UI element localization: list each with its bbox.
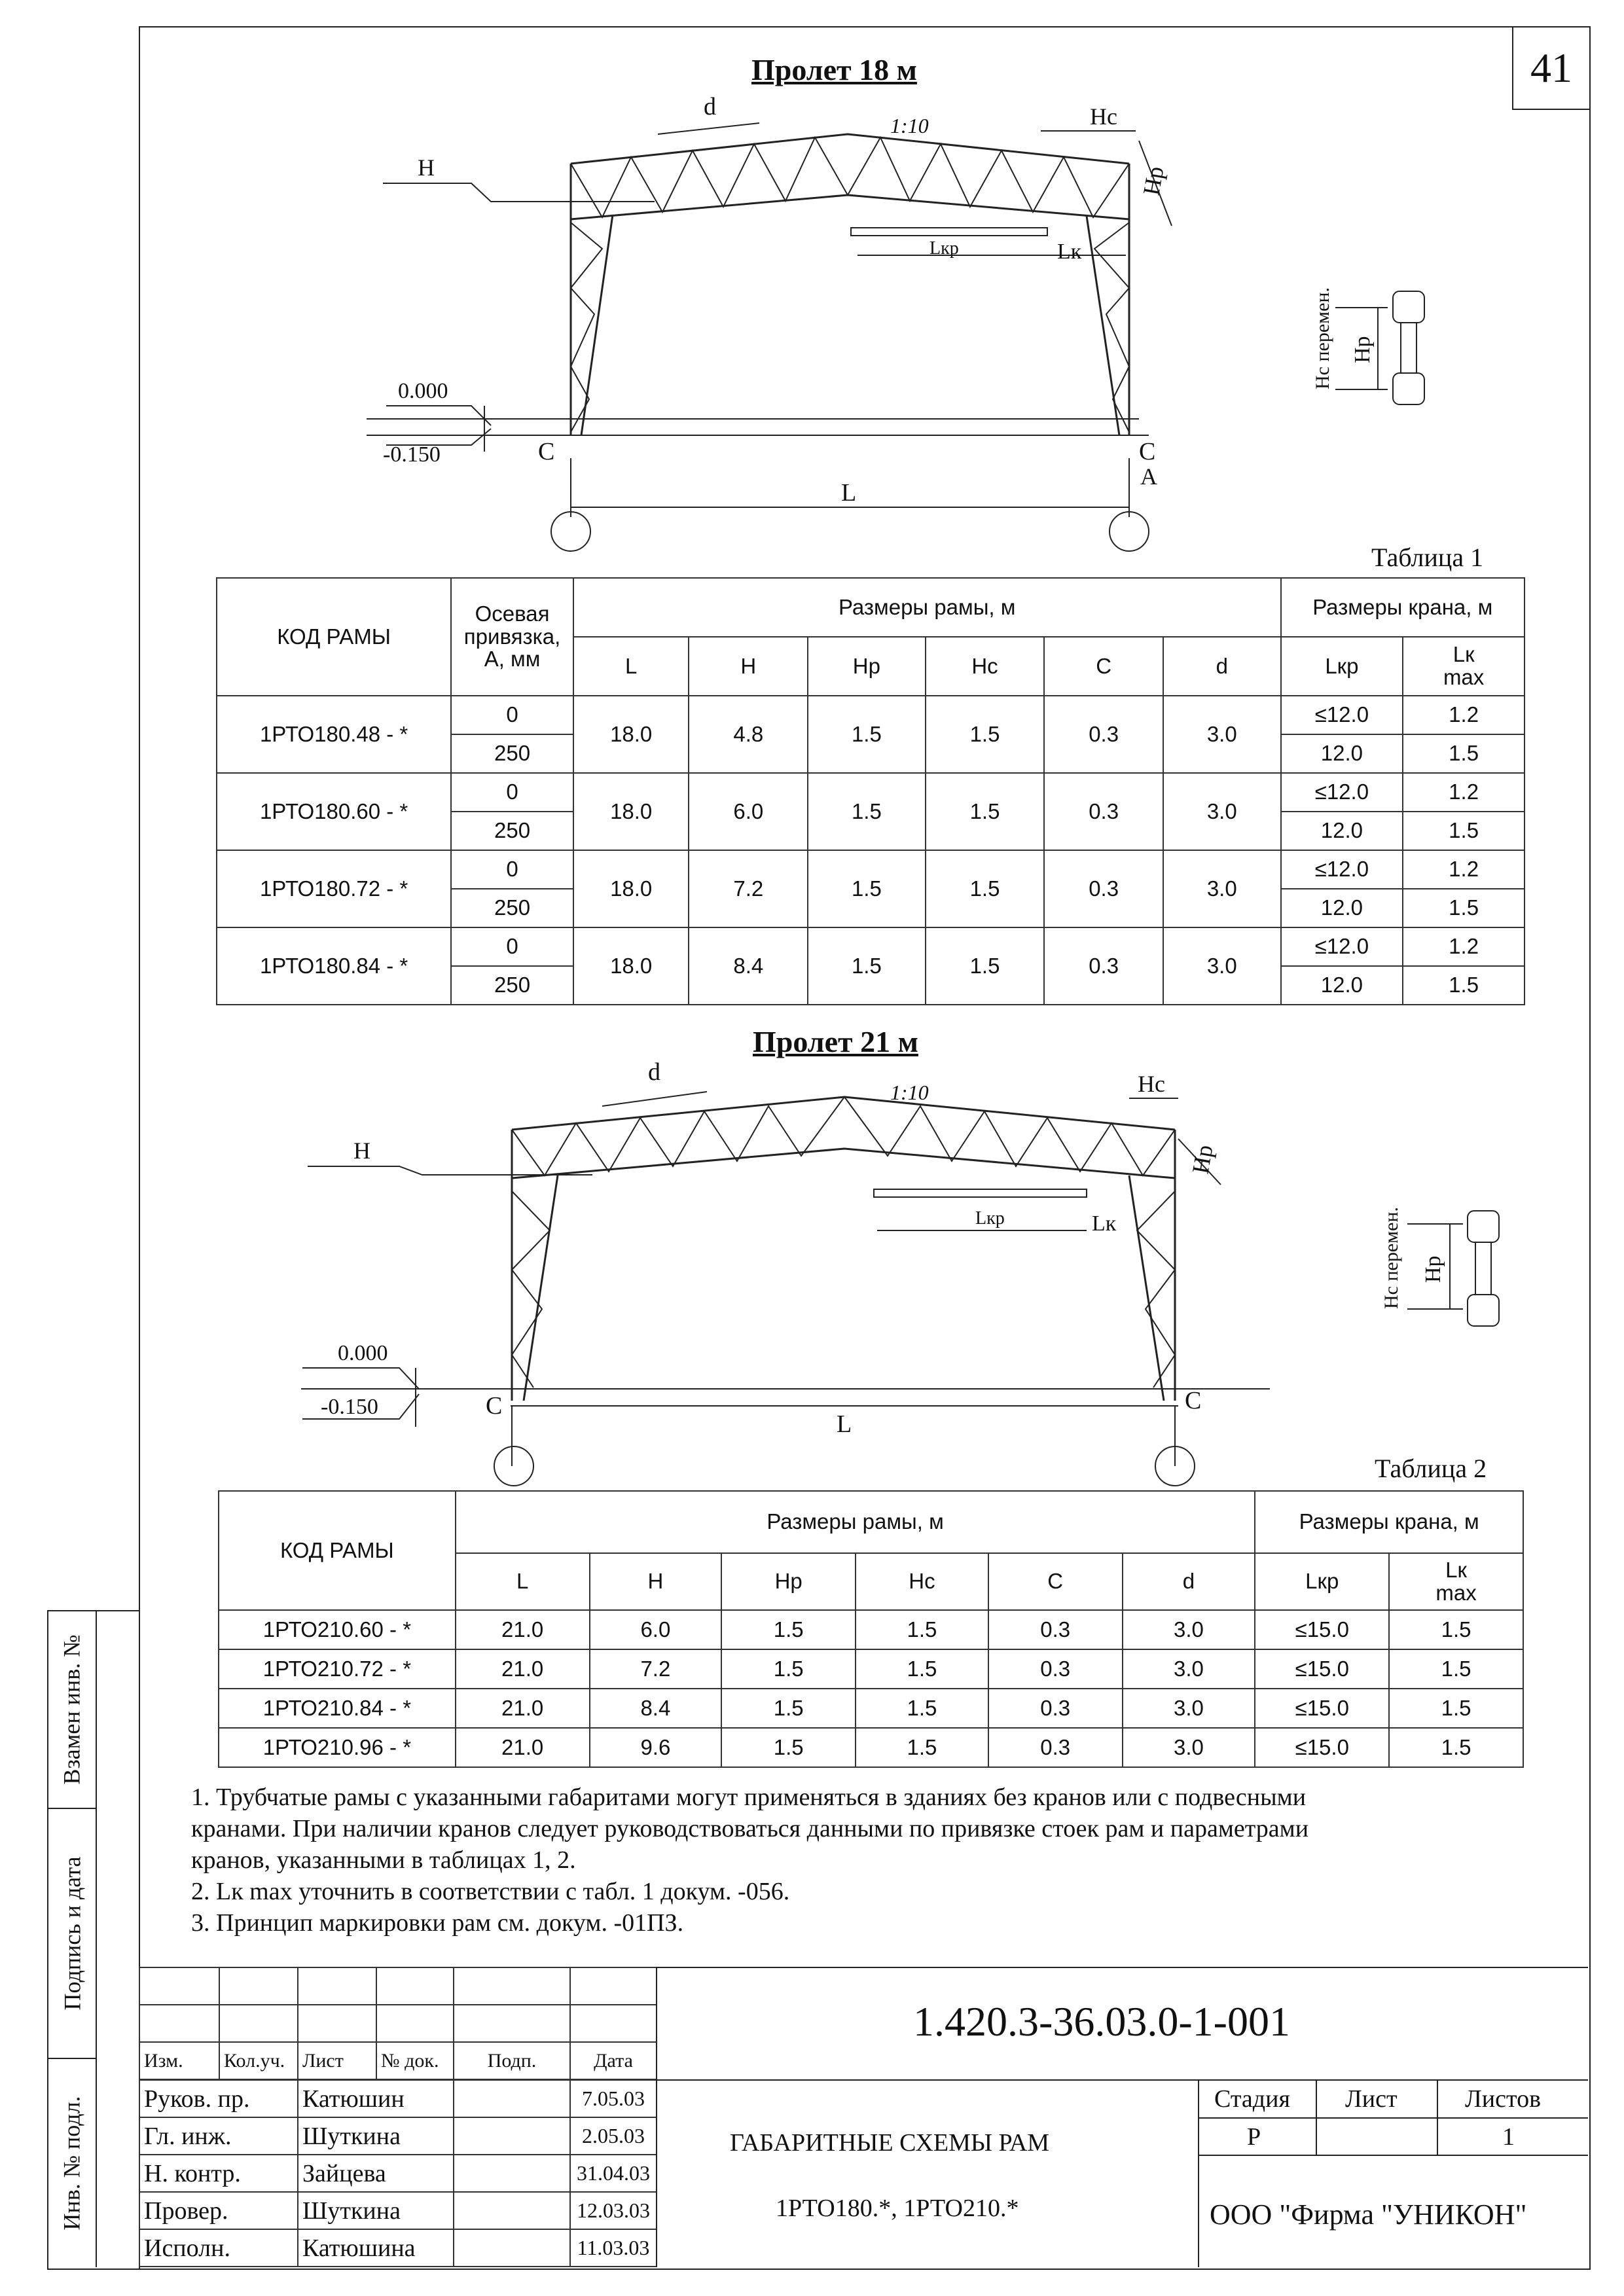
signer-role: Гл. инж. <box>139 2117 298 2155</box>
frame-code: 1РТО180.84 - * <box>217 927 451 1005</box>
table-row <box>217 850 1525 889</box>
note-line: 3. Принцип маркировки рам см. докум. -01ПЗ. <box>191 1909 684 1937</box>
cell-lkp: ≤12.0 <box>1281 850 1403 889</box>
signer-row <box>139 2229 657 2267</box>
span21-frame-diagram <box>0 1047 1624 1492</box>
cell-d: 3.0 <box>1123 1728 1255 1767</box>
signer-row <box>139 2192 657 2229</box>
frame-code: 1РТО210.96 - * <box>219 1728 456 1767</box>
cell-c: 0.3 <box>1044 850 1163 927</box>
cell-h: 8.4 <box>590 1689 722 1728</box>
note-line: кранов, указанными в таблицах 1, 2. <box>191 1846 576 1874</box>
frame-code: 1РТО180.48 - * <box>217 696 451 773</box>
span18-l-label: L <box>841 479 857 507</box>
cell-hc: 1.5 <box>856 1610 988 1649</box>
table1-caption: Таблица 1 <box>1371 543 1484 572</box>
span18-slope-label: 1:10 <box>890 114 929 137</box>
cell-lkp: ≤15.0 <box>1255 1728 1389 1767</box>
signer-name: Шуткина <box>298 2192 454 2229</box>
note-line: кранами. При наличии кранов следует руководствоваться данными по привязке стоек рам и параметрами <box>191 1815 1309 1842</box>
span21-side-hp-label: Нр <box>1421 1255 1445 1283</box>
frame-code: 1РТО210.60 - * <box>219 1610 456 1649</box>
span21-lkp-label: Lкр <box>975 1208 1005 1229</box>
table-row <box>217 927 1525 966</box>
cell-lk: 1.5 <box>1403 966 1525 1005</box>
span18-h-label: Н <box>418 154 435 181</box>
span21-c-right: C <box>1185 1387 1202 1414</box>
cell-c: 0.3 <box>1044 696 1163 773</box>
cell-h: 9.6 <box>590 1728 722 1767</box>
span18-title: Пролет 18 м <box>751 53 917 86</box>
table2-col-lk: Lк max <box>1389 1553 1523 1610</box>
cell-lkp: 12.0 <box>1281 966 1403 1005</box>
table-row <box>219 1649 1523 1689</box>
cell-l: 21.0 <box>456 1610 590 1649</box>
table2-col-lkp: Lкр <box>1255 1553 1389 1610</box>
cell-c: 0.3 <box>1044 773 1163 850</box>
table1-header-code: КОД РАМЫ <box>217 578 451 696</box>
cell-d: 3.0 <box>1163 927 1281 1005</box>
cell-c: 0.3 <box>988 1649 1123 1689</box>
sheets-header: Листов <box>1465 2085 1542 2113</box>
table2-header-code: КОД РАМЫ <box>219 1491 456 1610</box>
stamp-col-kol: Кол.уч. <box>219 2042 298 2079</box>
cell-lkp: ≤15.0 <box>1255 1649 1389 1689</box>
cell-lk: 1.5 <box>1403 812 1525 850</box>
span21-lk-label: Lк <box>1092 1211 1117 1236</box>
cell-lk: 1.2 <box>1403 927 1525 966</box>
cell-l: 21.0 <box>456 1728 590 1767</box>
cell-lkp: ≤15.0 <box>1255 1610 1389 1649</box>
signer-row <box>139 2117 657 2155</box>
cell-lk: 1.5 <box>1389 1610 1523 1649</box>
cell-hc: 1.5 <box>926 927 1045 1005</box>
span18-minus-level: -0.150 <box>383 442 441 467</box>
sheet-header: Лист <box>1345 2085 1398 2113</box>
stage-header: Стадия <box>1214 2085 1290 2113</box>
span21-minus-level: -0.150 <box>321 1395 378 1419</box>
doc-subtitle: 1РТО180.*, 1РТО210.* <box>776 2195 1019 2222</box>
signer-date: 11.03.03 <box>570 2229 657 2267</box>
table2-col-d: d <box>1123 1553 1255 1610</box>
table1-col-hc: Нс <box>926 637 1045 696</box>
span18-c-right: С <box>1139 438 1156 465</box>
cell-lkp: ≤12.0 <box>1281 927 1403 966</box>
span21-l-label: L <box>837 1410 852 1438</box>
table1-col-h: Н <box>689 637 808 696</box>
side-label-inv: Инв. № подл. <box>59 2096 85 2231</box>
cell-c: 0.3 <box>988 1689 1123 1728</box>
cell-d: 3.0 <box>1163 773 1281 850</box>
cell-hp: 1.5 <box>721 1728 856 1767</box>
axial-value: 250 <box>451 966 573 1005</box>
table2-col-l: L <box>456 1553 590 1610</box>
span18-side-hp-label: Нр <box>1350 336 1375 363</box>
cell-c: 0.3 <box>988 1610 1123 1649</box>
cell-l: 18.0 <box>573 850 689 927</box>
cell-c: 0.3 <box>1044 927 1163 1005</box>
table2-col-hc: Нс <box>856 1553 988 1610</box>
cell-h: 4.8 <box>689 696 808 773</box>
cell-lkp: ≤12.0 <box>1281 773 1403 812</box>
span21-d-label: d <box>648 1058 660 1086</box>
cell-h: 6.0 <box>689 773 808 850</box>
axial-value: 250 <box>451 889 573 927</box>
cell-lk: 1.5 <box>1389 1728 1523 1767</box>
cell-h: 7.2 <box>689 850 808 927</box>
span21-zero-level: 0.000 <box>338 1341 388 1365</box>
table1 <box>216 577 1525 1005</box>
cell-l: 18.0 <box>573 773 689 850</box>
stamp-col-date: Дата <box>570 2042 657 2079</box>
stamp-col-doc: № док. <box>376 2042 454 2079</box>
signer-role: Провер. <box>139 2192 298 2229</box>
doc-title: ГАБАРИТНЫЕ СХЕМЫ РАМ <box>730 2129 1050 2157</box>
frame-code: 1РТО180.60 - * <box>217 773 451 850</box>
span21-title: Пролет 21 м <box>753 1025 918 1058</box>
span21-c-left: C <box>486 1392 503 1420</box>
span21-side-hc-label: Нс перемен. <box>1380 1206 1402 1309</box>
cell-d: 3.0 <box>1123 1610 1255 1649</box>
table-row <box>217 696 1525 734</box>
cell-c: 0.3 <box>988 1728 1123 1767</box>
span18-frame-diagram <box>0 0 1624 576</box>
cell-lkp: 12.0 <box>1281 812 1403 850</box>
table1-col-hp: Нр <box>808 637 926 696</box>
stamp-col-list: Лист <box>298 2042 376 2079</box>
axial-value: 0 <box>451 850 573 889</box>
table1-col-d: d <box>1163 637 1281 696</box>
sheets-value: 1 <box>1502 2123 1515 2151</box>
table1-header-frame: Размеры рамы, м <box>573 578 1281 637</box>
cell-hc: 1.5 <box>856 1728 988 1767</box>
cell-hp: 1.5 <box>721 1649 856 1689</box>
frame-code: 1РТО180.72 - * <box>217 850 451 927</box>
cell-hp: 1.5 <box>721 1689 856 1728</box>
company-name: ООО "Фирма "УНИКОН" <box>1210 2198 1527 2231</box>
table-row <box>219 1689 1523 1728</box>
cell-lk: 1.2 <box>1403 696 1525 734</box>
table-row <box>219 1610 1523 1649</box>
cell-d: 3.0 <box>1123 1649 1255 1689</box>
cell-lk: 1.5 <box>1403 734 1525 773</box>
note-line: 2. Lк max уточнить в соответствии с табл. 1 докум. -056. <box>191 1878 790 1905</box>
signer-name: Катюшина <box>298 2229 454 2267</box>
signer-role: Н. контр. <box>139 2155 298 2192</box>
notes <box>191 1782 1526 1939</box>
stamp-col-podp: Подп. <box>454 2042 570 2079</box>
cell-lk: 1.5 <box>1389 1649 1523 1689</box>
cell-lkp: ≤15.0 <box>1255 1689 1389 1728</box>
table1-header-crane: Размеры крана, м <box>1281 578 1525 637</box>
cell-h: 7.2 <box>590 1649 722 1689</box>
revision-stamp <box>139 1967 657 2080</box>
cell-l: 18.0 <box>573 927 689 1005</box>
frame-code: 1РТО210.72 - * <box>219 1649 456 1689</box>
cell-l: 21.0 <box>456 1689 590 1728</box>
stamp-col-izm: Изм. <box>139 2042 219 2079</box>
span21-hc-label: Нс <box>1138 1071 1165 1097</box>
signer-name: Зайцева <box>298 2155 454 2192</box>
table2-col-c: С <box>988 1553 1123 1610</box>
span21-h-label: Н <box>353 1138 370 1164</box>
signer-name: Катюшин <box>298 2080 454 2117</box>
table2 <box>218 1490 1524 1768</box>
cell-lkp: ≤12.0 <box>1281 696 1403 734</box>
cell-lkp: 12.0 <box>1281 889 1403 927</box>
signer-row <box>139 2080 657 2117</box>
cell-hc: 1.5 <box>856 1689 988 1728</box>
cell-lk: 1.2 <box>1403 773 1525 812</box>
side-label-podpis: Подпись и дата <box>48 1809 96 2059</box>
cell-hc: 1.5 <box>926 773 1045 850</box>
stage-value: Р <box>1247 2123 1261 2151</box>
cell-hc: 1.5 <box>926 850 1045 927</box>
frame-code: 1РТО210.84 - * <box>219 1689 456 1728</box>
signer-date: 2.05.03 <box>570 2117 657 2155</box>
table1-header-axial: Осевая привязка, А, мм <box>451 578 573 696</box>
span18-zero-level: 0.000 <box>398 379 448 403</box>
axial-value: 0 <box>451 927 573 966</box>
span18-side-hc-label: Нс перемен. <box>1312 287 1333 389</box>
cell-hc: 1.5 <box>856 1649 988 1689</box>
axial-value: 0 <box>451 773 573 812</box>
cell-h: 6.0 <box>590 1610 722 1649</box>
span18-lkp-label: Lкр <box>929 238 959 259</box>
cell-hp: 1.5 <box>808 773 926 850</box>
signer-role: Исполн. <box>139 2229 298 2267</box>
span18-a-label: А <box>1140 463 1157 490</box>
cell-lkp: 12.0 <box>1281 734 1403 773</box>
doc-code: 1.420.3-36.03.0-1-001 <box>913 1998 1290 2045</box>
cell-hp: 1.5 <box>808 696 926 773</box>
span21-slope-label: 1:10 <box>890 1081 929 1104</box>
sheet-number: 41 <box>1512 26 1591 110</box>
span18-hc-label: Нс <box>1090 103 1117 130</box>
cell-d: 3.0 <box>1163 696 1281 773</box>
table2-caption: Таблица 2 <box>1375 1454 1487 1483</box>
axial-value: 250 <box>451 812 573 850</box>
cell-hp: 1.5 <box>721 1610 856 1649</box>
span18-hp-label: Нр <box>1138 164 1169 198</box>
span21-hp-label: Нр <box>1187 1143 1218 1176</box>
cell-lk: 1.2 <box>1403 850 1525 889</box>
table2-header-crane: Размеры крана, м <box>1255 1491 1523 1553</box>
signer-date: 7.05.03 <box>570 2080 657 2117</box>
note-line: 1. Трубчатые рамы с указанными габаритами могут применяться в зданиях без кранов или с подвесными <box>191 1784 1307 1811</box>
signers-table <box>139 2079 657 2267</box>
cell-l: 21.0 <box>456 1649 590 1689</box>
table1-col-c: С <box>1044 637 1163 696</box>
cell-hp: 1.5 <box>808 850 926 927</box>
signer-role: Руков. пр. <box>139 2080 298 2117</box>
cell-hc: 1.5 <box>926 696 1045 773</box>
table2-col-h: Н <box>590 1553 722 1610</box>
span18-c-left: C <box>538 438 555 465</box>
side-stamp <box>47 1610 140 2270</box>
span18-d-label: d <box>704 93 716 120</box>
table-row <box>217 773 1525 812</box>
span18-lk-label: Lк <box>1057 240 1082 264</box>
signer-date: 12.03.03 <box>570 2192 657 2229</box>
table2-col-hp: Нр <box>721 1553 856 1610</box>
axial-value: 0 <box>451 696 573 734</box>
signer-name: Шуткина <box>298 2117 454 2155</box>
signer-row <box>139 2155 657 2192</box>
table1-col-l: L <box>573 637 689 696</box>
axial-value: 250 <box>451 734 573 773</box>
cell-lk: 1.5 <box>1403 889 1525 927</box>
table1-col-lkp: Lкр <box>1281 637 1403 696</box>
table1-col-lk: Lк max <box>1403 637 1525 696</box>
table-row <box>219 1728 1523 1767</box>
cell-d: 3.0 <box>1123 1689 1255 1728</box>
table2-header-frame: Размеры рамы, м <box>456 1491 1255 1553</box>
cell-h: 8.4 <box>689 927 808 1005</box>
cell-d: 3.0 <box>1163 850 1281 927</box>
side-label-vzamen: Взамен инв. № <box>48 1611 96 1809</box>
cell-l: 18.0 <box>573 696 689 773</box>
cell-lk: 1.5 <box>1389 1689 1523 1728</box>
cell-hp: 1.5 <box>808 927 926 1005</box>
signer-date: 31.04.03 <box>570 2155 657 2192</box>
